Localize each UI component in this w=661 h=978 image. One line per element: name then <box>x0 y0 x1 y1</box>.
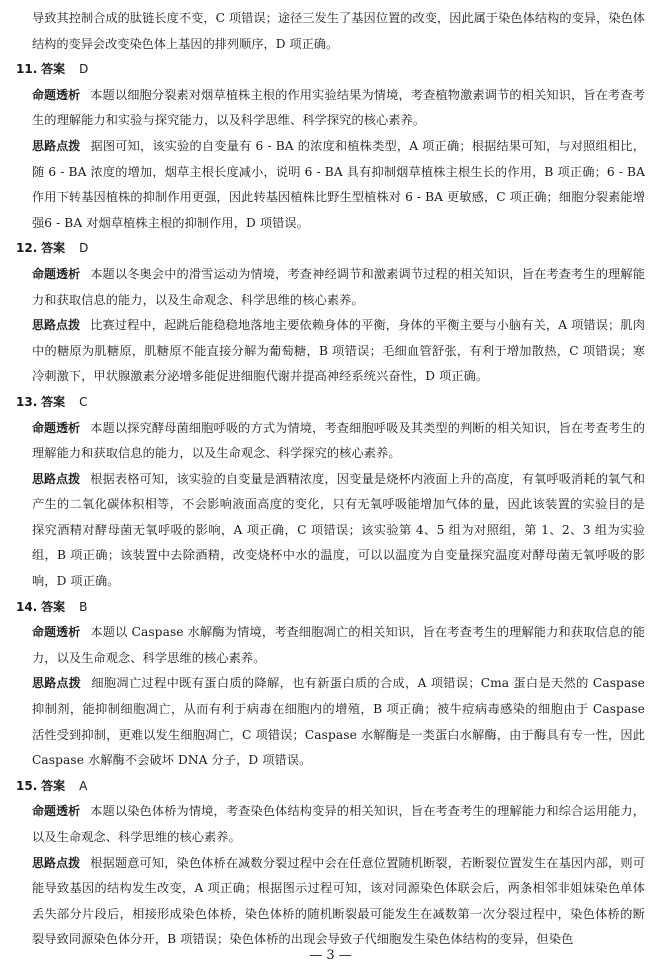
question-12-answer <box>16 236 645 262</box>
tips-label: 思路点拨 <box>32 676 82 691</box>
question-14-analysis <box>16 620 645 671</box>
continued-line-2: 染色体结构的变异会改变染色体上基因的排列顺序，D 项正确。 <box>32 11 645 51</box>
question-15-analysis <box>16 799 645 850</box>
analysis-text: 本题以 Caspase 水解酶为情境，考查细胞凋亡的相关知识，旨在考查考生的理解能力和获取信息的能力，以及生命观念、科学思维的核心素养。 <box>32 625 645 665</box>
question-number: 11. <box>16 62 38 77</box>
analysis-label: 命题透析 <box>32 266 81 281</box>
analysis-text: 本题以细胞分裂素对烟草植株主根的作用实验结果为情境，考查植物激素调节的相关知识，旨在考查考生的理解能力和实验与探究能力，以及科学思维、科学探究的核心素养。 <box>32 87 645 128</box>
question-12-tips <box>16 313 645 390</box>
continued-line-1: 导致其控制合成的肽链长度不变，C 项错误；途径三发生了基因位置的改变，因此属于染色体结构的变异， <box>32 11 609 25</box>
question-number: 15. <box>16 778 38 793</box>
analysis-label: 命题透析 <box>32 87 81 102</box>
answer-label: 答案 <box>41 599 66 614</box>
tips-text: 据图可知，该实验的自变量有 6 - BA 的浓度和植株类型，A 项正确；根据结果可知，与对照组相比，随 6 - BA 浓度的增加，烟草主根长度减小，说明 6 - BA 具有抑制烟草植株主根生长的作用，B 项正确；6 - BA作用下转基因植株的抑制作用更强，因此转基因植株比野生型植株对 6 - BA 更敏感，C 项正确；细胞分裂素能增强6 - BA 对烟草植株主根的抑制作用，D 项错误。 <box>32 138 645 230</box>
tips-text: 细胞凋亡过程中既有蛋白质的降解，也有新蛋白质的合成，A 项错误；Cma 蛋白是天然的 Caspase 抑制剂，能抑制细胞凋亡，从而有利于病毒在细胞内的增殖，B 项正确；被牛痘病毒感染的细胞由于 Caspase 活性受到抑制，更难以发生细胞凋亡，C 项错误；Caspase 水解酶是一类蛋白水解酶，由于酶具有专一性，因此 Caspase 水解酶不会破坏 DNA 分子，D 项错误。 <box>32 676 645 768</box>
question-11-answer <box>16 57 645 83</box>
analysis-text: 本题以染色体桥为情境，考查染色体结构变异的相关知识，旨在考查考生的理解能力和综合运用能力，以及生命观念、科学思维的核心素养。 <box>32 804 645 844</box>
analysis-label: 命题透析 <box>32 420 81 435</box>
question-14-tips <box>16 671 645 773</box>
question-11-tips <box>16 134 645 236</box>
page-number: — 3 — <box>309 948 352 963</box>
continued-text <box>16 6 645 57</box>
question-15-answer <box>16 774 645 800</box>
answer-value: C <box>79 394 88 409</box>
question-13-tips <box>16 467 645 595</box>
question-12-analysis <box>16 262 645 313</box>
tips-label: 思路点拨 <box>32 138 81 153</box>
analysis-text: 本题以探究酵母菌细胞呼吸的方式为情境，考查细胞呼吸及其类型的判断的相关知识，旨在考查考生的理解能力和获取信息的能力，以及生命观念、科学探究的核心素养。 <box>32 420 645 461</box>
analysis-label: 命题透析 <box>32 625 81 640</box>
analysis-text: 本题以冬奥会中的滑雪运动为情境，考查神经调节和激素调节过程的相关知识，旨在考查考生的理解能力和获取信息的能力，以及生命观念、科学思维的核心素养。 <box>32 266 645 307</box>
tips-text: 根据题意可知，染色体桥在减数分裂过程中会在任意位置随机断裂，若断裂位置发生在基因内部，则可能导致基因的结构发生改变，A 项正确；根据图示过程可知，该对同源染色体联会后，两条相邻非姐妹染色单体丢失部分片段后，相接形成染色体桥，染色体桥的随机断裂最可能发生在减数第一次分裂过程中，染色体桥的断裂导致同源染色体分开，B 项错误；染色体桥的出现会导致子代细胞发生染色体结构的变异，但染色 <box>32 855 645 947</box>
tips-text: 比赛过程中，起跳后能稳稳地落地主要依赖身体的平衡，身体的平衡主要与小脑有关，A 项错误；肌肉中的糖原为肌糖原，肌糖原不能直接分解为葡萄糖，B 项错误；毛细血管舒张，有利于增加散热，C 项错误；寒冷刺激下，甲状腺激素分泌增多能促进细胞代谢并提高神经系统兴奋性，D 项正确。 <box>32 318 645 384</box>
tips-label: 思路点拨 <box>32 471 81 486</box>
question-13-answer <box>16 390 645 416</box>
question-13-analysis <box>16 416 645 467</box>
question-15-tips <box>16 851 645 953</box>
question-number: 12. <box>16 241 38 256</box>
answer-value: A <box>79 778 88 793</box>
answer-value: D <box>79 62 89 77</box>
question-14-answer <box>16 595 645 621</box>
answer-label: 答案 <box>41 241 66 256</box>
tips-text: 根据表格可知，该实验的自变量是酒精浓度，因变量是烧杯内液面上升的高度，有氧呼吸消耗的氧气和产生的二氧化碳体积相等，不会影响液面高度的变化，只有无氧呼吸能增加气体的量，因此该装置的实验目的是探究酒精对酵母菌无氧呼吸的影响，A 项正确，C 项错误；该实验第 4、5 组为对照组，第 1、2、3 组为实验组，B 项正确；该装置中去除酒精，改变烧杯中水的温度，可以以温度为自变量探究温度对酵母菌无氧呼吸的影响，D 项正确。 <box>32 471 645 589</box>
answer-value: B <box>79 599 88 614</box>
question-number: 13. <box>16 394 38 409</box>
answer-label: 答案 <box>41 778 66 793</box>
analysis-label: 命题透析 <box>32 804 81 819</box>
answer-label: 答案 <box>41 394 66 409</box>
tips-label: 思路点拨 <box>32 318 81 333</box>
answer-label: 答案 <box>41 62 66 77</box>
question-11-analysis <box>16 83 645 134</box>
answer-value: D <box>79 241 89 256</box>
tips-label: 思路点拨 <box>32 855 81 870</box>
question-number: 14. <box>16 599 38 614</box>
